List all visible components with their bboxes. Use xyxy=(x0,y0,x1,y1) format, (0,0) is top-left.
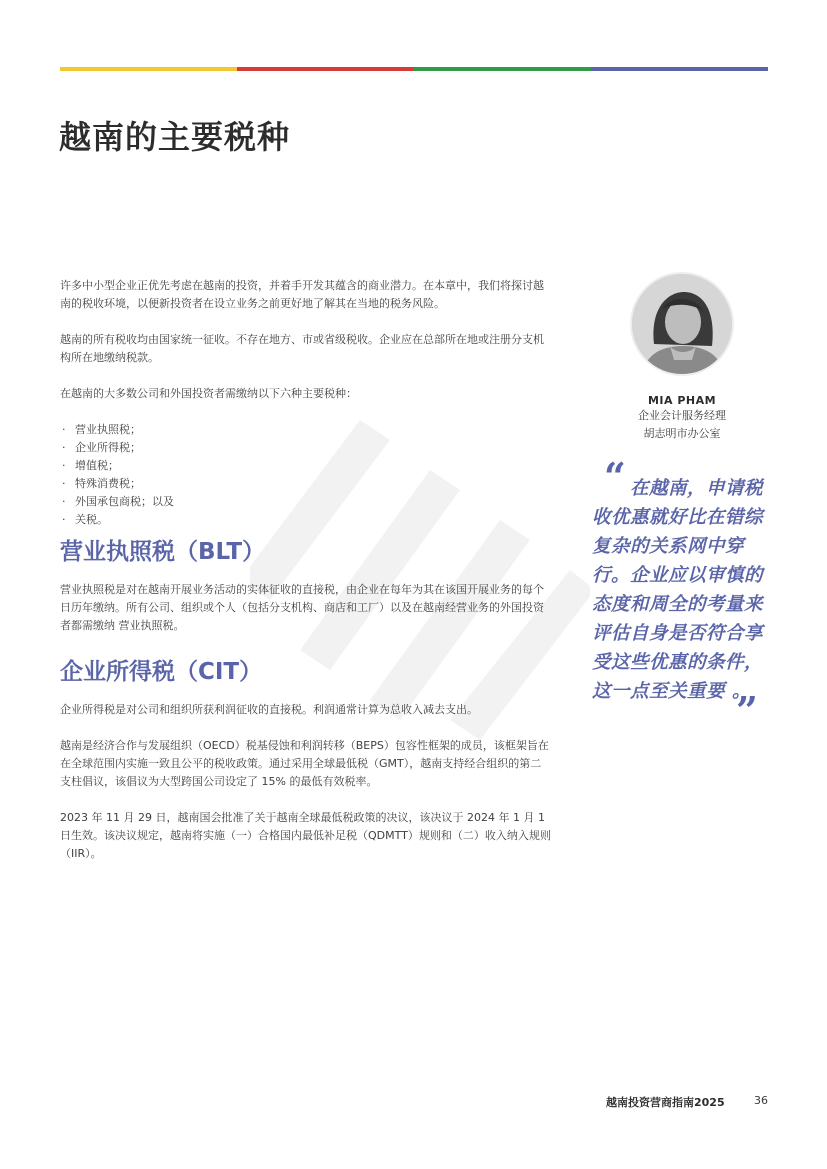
list-item: · 关税。 xyxy=(60,511,552,529)
person-office: 胡志明市办公室 xyxy=(643,427,721,440)
person-role: 企业会计服务经理 xyxy=(638,409,726,422)
blt-heading: 营业执照税（BLT） xyxy=(60,539,266,565)
list-item: · 企业所得税； xyxy=(60,439,552,457)
list-item: · 营业执照税； xyxy=(60,421,552,439)
blt-paragraph: 营业执照税是对在越南开展业务活动的实体征收的直接税，由企业在每年为其在该国开展业务的每个日历年缴纳。所有公司、组织或个人（包括分支机构、商店和工厂）以及在越南经营业务的外国投资者都需缴纳 营业执照税。 xyxy=(60,583,544,632)
intro-paragraph: 在越南的大多数公司和外国投资者需缴纳以下六种主要税种： xyxy=(60,387,357,400)
open-quote-icon: “ xyxy=(604,454,626,499)
cit-paragraph: 越南是经济合作与发展组织（OECD）税基侵蚀和利润转移（BEPS）包容性框架的成员，该框架旨在在全球范围内实施一致且公平的税收政策。通过采用全球最低税（GMT），越南支持经合组织的第二支柱倡议，该倡议为大型跨国公司设定了 15% 的最低有效税率。 xyxy=(60,739,549,788)
color-bar-green xyxy=(414,67,591,71)
profile-card xyxy=(592,272,772,443)
page-number: 36 xyxy=(754,1094,768,1107)
cit-paragraph: 企业所得税是对公司和组织所获利润征收的直接税。利润通常计算为总收入减去支出。 xyxy=(60,703,478,716)
intro-paragraph: 许多中小型企业正优先考虑在越南的投资，并着手开发其蕴含的商业潜力。在本章中，我们将探讨越南的税收环境，以便新投资者在设立业务之前更好地了解其在当地的税务风险。 xyxy=(60,279,544,310)
person-name: MIA PHAM xyxy=(647,394,717,407)
footer-title: 越南投资营商指南2025 xyxy=(606,1096,725,1109)
intro-paragraph: 越南的所有税收均由国家统一征收。不存在地方、市或省级税收。企业应在总部所在地或注册分支机构所在地缴纳税款。 xyxy=(60,333,544,364)
cit-paragraph: 2023 年 11 月 29 日，越南国会批准了关于越南全球最低税政策的决议，该决议于 2024 年 1 月 1 日生效。该决议规定，越南将实施（一）合格国内最低补足税（QDMTT）规则和（二）收入纳入规则（IIR）。 xyxy=(60,811,551,860)
avatar xyxy=(630,272,734,376)
quote-text: 在越南，申请税收优惠就好比在错综复杂的关系网中穿行。企业应以审慎的态度和周全的考量来评估自身是否符合享受这些优惠的条件，这一点至关重要 。 xyxy=(592,478,764,702)
tax-list xyxy=(60,421,552,529)
page-title: 越南的主要税种 xyxy=(59,118,291,156)
color-bar xyxy=(60,67,768,71)
cit-heading: 企业所得税（CIT） xyxy=(60,659,263,685)
color-bar-yellow xyxy=(60,67,237,71)
portrait-image xyxy=(632,274,732,374)
pull-quote xyxy=(592,454,772,733)
color-bar-blue xyxy=(591,67,768,71)
list-item: · 特殊消费税； xyxy=(60,475,552,493)
list-item: · 增值税； xyxy=(60,457,552,475)
list-item: · 外国承包商税；以及 xyxy=(60,493,552,511)
main-content xyxy=(60,277,552,881)
close-quote-icon: ” xyxy=(736,688,758,733)
color-bar-red xyxy=(237,67,414,71)
